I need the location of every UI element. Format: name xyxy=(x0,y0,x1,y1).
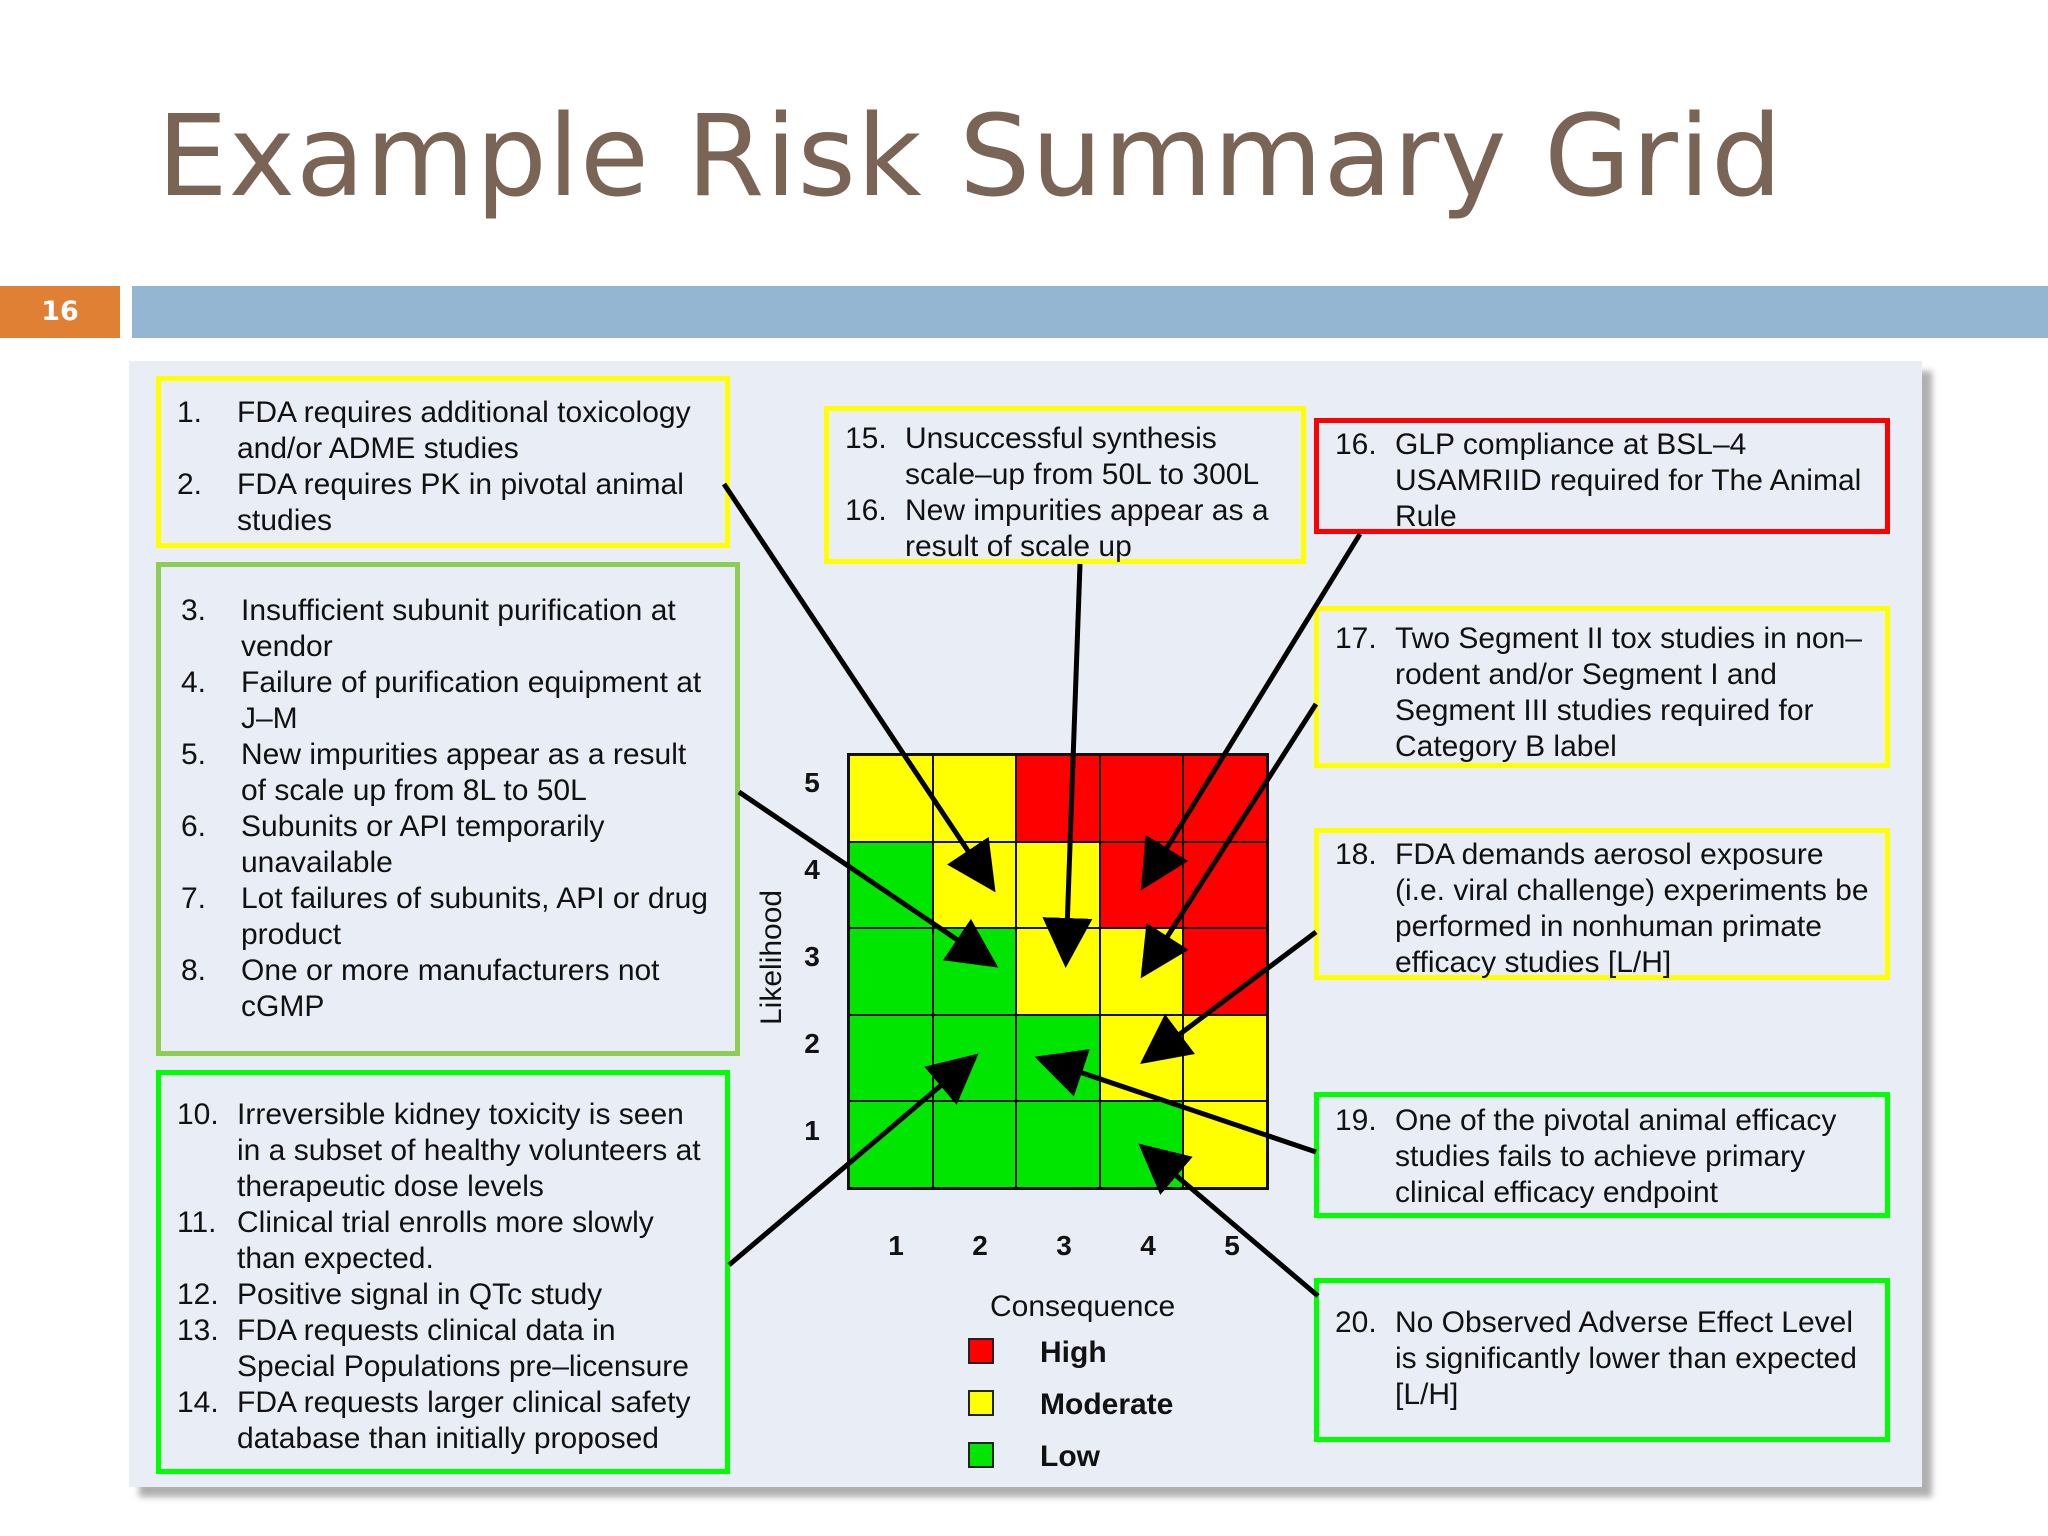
y-axis-title: Likelihood xyxy=(755,889,788,1025)
arrow-1-2 xyxy=(724,484,990,884)
risk-item-text: One of the pivotal animal efficacy studies fails to achieve primary clinical efficacy endpoint xyxy=(1395,1104,1837,1209)
risk-item-text: Failure of purification equipment at J–M xyxy=(241,666,702,735)
x-tick-5: 5 xyxy=(1224,1230,1240,1261)
risk-item-number: 13. xyxy=(177,1314,219,1347)
risk-item-number: 12. xyxy=(177,1278,219,1311)
risk-item-text: New impurities appear as a result of scale up xyxy=(905,494,1269,563)
x-tick-1: 1 xyxy=(888,1230,904,1261)
risk-item-text: No Observed Adverse Effect Level is significantly lower than expected [L/H] xyxy=(1395,1306,1857,1411)
x-tick-3: 3 xyxy=(1056,1230,1072,1261)
risk-item-text: Insufficient subunit purification at vendor xyxy=(241,594,676,663)
x-tick-2: 2 xyxy=(972,1230,988,1261)
risk-item-number: 18. xyxy=(1335,838,1377,871)
arrow-10-14 xyxy=(729,1060,971,1265)
arrow-19 xyxy=(1044,1060,1316,1152)
y-tick-4: 4 xyxy=(804,854,820,885)
legend-label-moderate: Moderate xyxy=(1040,1388,1174,1421)
risk-item-number: 3. xyxy=(181,594,207,627)
risk-item-number: 8. xyxy=(181,954,207,987)
risk-item-text: One or more manufacturers not cGMP xyxy=(241,954,660,1023)
risk-item-number: 10. xyxy=(177,1098,219,1131)
risk-item-number: 17. xyxy=(1335,622,1377,655)
slide-number: 16 xyxy=(0,286,120,338)
risk-item-number: 7. xyxy=(181,882,207,915)
risk-item-number: 1. xyxy=(177,396,203,429)
risk-item-number: 11. xyxy=(177,1206,217,1239)
risk-item-text: Lot failures of subunits, API or drug product xyxy=(241,882,708,951)
legend-label-low: Low xyxy=(1040,1440,1100,1473)
risk-item-number: 16. xyxy=(845,494,887,527)
risk-item-text: Subunits or API temporarily unavailable xyxy=(241,810,605,879)
risk-item-number: 20. xyxy=(1335,1306,1377,1339)
risk-item-text: FDA demands aerosol exposure (i.e. viral challenge) experiments be performed in nonhuman primate efficacy studies [L/H] xyxy=(1395,838,1869,979)
legend-label-high: High xyxy=(1040,1336,1107,1369)
y-tick-5: 5 xyxy=(804,767,820,798)
risk-item-text: Unsuccessful synthesis scale–up from 50L to 300L xyxy=(905,422,1260,491)
risk-item-text: Positive signal in QTc study xyxy=(237,1278,603,1311)
risk-item-number: 19. xyxy=(1335,1104,1377,1137)
risk-item-text: Clinical trial enrolls more slowly than expected. xyxy=(237,1206,654,1275)
risk-item-text: FDA requires PK in pivotal animal studies xyxy=(237,468,684,537)
risk-item-text: FDA requests clinical data in Special Populations pre–licensure xyxy=(237,1314,689,1383)
risk-item-text: FDA requires additional toxicology and/or ADME studies xyxy=(237,396,691,465)
arrow-16-glp xyxy=(1146,534,1360,882)
risk-item-text: FDA requests larger clinical safety database than initially proposed xyxy=(237,1386,691,1455)
slide-title: Example Risk Summary Grid xyxy=(157,92,1784,222)
arrow-3-8 xyxy=(739,792,990,962)
arrow-20 xyxy=(1146,1150,1318,1296)
x-tick-4: 4 xyxy=(1140,1230,1156,1261)
x-axis-title: Consequence xyxy=(990,1290,1176,1323)
risk-item-text: Two Segment II tox studies in non–rodent and/or Segment I and Segment III studies required for Category B label xyxy=(1395,622,1862,763)
risk-item-number: 5. xyxy=(181,738,207,771)
y-tick-2: 2 xyxy=(804,1028,820,1059)
risk-item-text: Irreversible kidney toxicity is seen in a subset of healthy volunteers at therapeutic dose levels xyxy=(237,1098,701,1203)
arrow-18 xyxy=(1148,932,1316,1058)
y-tick-3: 3 xyxy=(804,941,820,972)
risk-item-number: 4. xyxy=(181,666,207,699)
y-tick-1: 1 xyxy=(804,1115,820,1146)
risk-item-text: New impurities appear as a result of scale up from 8L to 50L xyxy=(241,738,687,807)
risk-item-number: 15. xyxy=(845,422,887,455)
arrow-15-16 xyxy=(1066,564,1080,958)
risk-item-number: 16. xyxy=(1335,428,1377,461)
risk-item-text: GLP compliance at BSL–4 USAMRIID required for The Animal Rule xyxy=(1395,428,1862,533)
risk-item-number: 6. xyxy=(181,810,207,843)
risk-item-number: 14. xyxy=(177,1386,219,1419)
risk-item-number: 2. xyxy=(177,468,203,501)
